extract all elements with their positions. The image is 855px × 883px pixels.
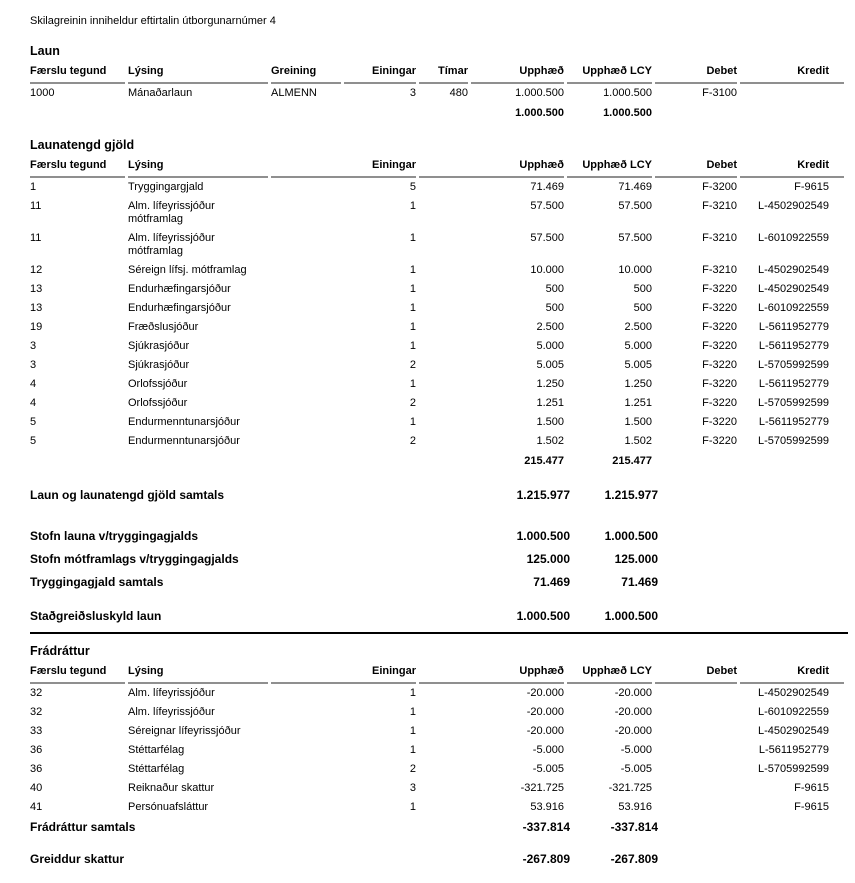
fradrattur-body <box>30 684 844 817</box>
cell: L-5611952779 <box>758 744 829 756</box>
cell <box>740 103 844 123</box>
table-row <box>30 394 844 413</box>
cell: Reiknaður skattur <box>128 782 215 794</box>
cell: L-5705992599 <box>758 397 829 409</box>
cell: F-9615 <box>794 181 829 193</box>
cell: 500 <box>545 302 564 314</box>
cell: 1.502 <box>624 435 652 447</box>
launatengd-body <box>30 178 844 451</box>
cell: 2.500 <box>536 321 564 333</box>
cell: 1.000.500 <box>515 107 564 119</box>
cell: Endurmenntunarsjóður <box>128 416 240 428</box>
cell <box>271 103 341 123</box>
cell <box>655 722 737 741</box>
cell: 10.000 <box>530 264 564 276</box>
cell: F-9615 <box>794 782 829 794</box>
cell: F-3220 <box>702 283 737 295</box>
summary-label: Stofn launa v/tryggingagjalds <box>30 529 199 543</box>
cell: L-4502902549 <box>758 200 829 212</box>
cell: Mánaðarlaun <box>128 87 193 99</box>
summary-label: Frádráttur samtals <box>30 820 136 834</box>
cell: 1 <box>409 706 416 718</box>
summary-fradrattur-samtals <box>30 820 848 835</box>
cell: 215.477 <box>524 455 564 467</box>
cell: L-5705992599 <box>758 763 829 775</box>
cell: 4 <box>30 397 37 409</box>
column-header: Upphæð LCY <box>567 665 652 684</box>
summary-label: Laun og launatengd gjöld samtals <box>30 488 225 502</box>
table-row <box>30 684 844 703</box>
cell: Orlofssjóður <box>128 397 188 409</box>
laun-header-row <box>30 65 844 84</box>
table-row <box>30 413 844 432</box>
cell: Alm. lífeyrissjóður <box>128 687 215 699</box>
cell: 1 <box>409 687 416 699</box>
table-row <box>30 178 844 197</box>
cell: F-3220 <box>702 340 737 352</box>
summary-amount: -337.814 <box>522 820 570 834</box>
column-header: Tímar <box>419 65 468 84</box>
cell: 5.000 <box>624 340 652 352</box>
table-row <box>30 432 844 451</box>
cell: F-3220 <box>702 302 737 314</box>
cell <box>655 760 737 779</box>
cell: 1 <box>409 232 416 244</box>
summary-label: Stofn mótframlags v/tryggingagjalds <box>30 552 239 566</box>
summary-amount: -267.809 <box>522 852 570 866</box>
column-header: Færslu tegund <box>30 159 125 178</box>
cell: 32 <box>30 687 43 699</box>
summary-amount: 1.215.977 <box>516 488 570 502</box>
cell: F-3210 <box>702 264 737 276</box>
cell: 1.500 <box>536 416 564 428</box>
cell: 500 <box>633 283 652 295</box>
cell: 11 <box>30 232 42 244</box>
cell: 1 <box>409 801 416 813</box>
column-header: Upphæð <box>471 65 564 84</box>
table-row <box>30 451 844 471</box>
cell: L-5611952779 <box>758 321 829 333</box>
cell: 2 <box>409 763 416 775</box>
cell: F-9615 <box>794 801 829 813</box>
cell: 1.251 <box>624 397 652 409</box>
table-row <box>30 280 844 299</box>
cell: 19 <box>30 321 43 333</box>
cell: 57.500 <box>618 200 652 212</box>
summary-amount-lcy: -337.814 <box>610 820 658 834</box>
summary-stadgreidsla <box>30 609 848 624</box>
cell: 12 <box>30 264 43 276</box>
cell: 1 <box>409 378 416 390</box>
cell: 1 <box>409 283 416 295</box>
column-header: Kredit <box>740 159 844 178</box>
cell: Alm. lífeyrissjóður mótframlag <box>128 200 215 225</box>
cell: 1000 <box>30 87 55 99</box>
table-row <box>30 318 844 337</box>
cell <box>30 103 125 123</box>
cell <box>655 451 737 471</box>
cell: 1 <box>409 340 416 352</box>
cell: L-6010922559 <box>758 706 829 718</box>
cell: 5.005 <box>536 359 564 371</box>
cell: L-5705992599 <box>758 359 829 371</box>
summary-amount: 1.000.500 <box>516 529 570 543</box>
cell: Fræðslusjóður <box>128 321 199 333</box>
cell: L-4502902549 <box>758 725 829 737</box>
cell: F-3220 <box>702 397 737 409</box>
column-header: Upphæð <box>419 159 564 178</box>
column-header: Upphæð <box>419 665 564 684</box>
table-row <box>30 760 844 779</box>
summary-stofn-launa <box>30 529 848 544</box>
cell: F-3220 <box>702 378 737 390</box>
cell: -20.000 <box>614 687 652 699</box>
cell <box>655 103 737 123</box>
cell: 215.477 <box>612 455 652 467</box>
cell: L-5611952779 <box>758 378 829 390</box>
cell: 1.000.500 <box>515 87 564 99</box>
cell: F-3210 <box>702 232 737 244</box>
cell: 4 <box>30 378 37 390</box>
column-header: Greining <box>271 65 341 84</box>
cell: -5.000 <box>532 744 564 756</box>
cell: 13 <box>30 283 43 295</box>
launatengd-header-row <box>30 159 844 178</box>
cell: Endurhæfingarsjóður <box>128 283 231 295</box>
column-header: Lýsing <box>128 665 268 684</box>
cell <box>344 103 416 123</box>
cell <box>740 84 844 103</box>
cell: 2 <box>409 397 416 409</box>
cell <box>655 684 737 703</box>
column-header: Kredit <box>740 665 844 684</box>
column-header: Lýsing <box>128 159 268 178</box>
cell: F-3220 <box>702 359 737 371</box>
cell: -20.000 <box>526 687 564 699</box>
report-intro: Skilagreinin inniheldur eftirtalin útborgunarnúmer 4 <box>30 15 276 27</box>
column-header: Debet <box>655 159 737 178</box>
cell: 5 <box>30 435 37 447</box>
cell <box>271 451 416 471</box>
cell: 1 <box>409 302 416 314</box>
cell <box>419 103 468 123</box>
cell: 11 <box>30 200 42 212</box>
stofn-block <box>30 529 855 590</box>
launatengd-table <box>27 159 847 471</box>
cell: 10.000 <box>618 264 652 276</box>
summary-amount-lcy: 1.000.500 <box>604 609 658 623</box>
cell: 1 <box>409 321 416 333</box>
summary-tryggingagjald <box>30 575 848 590</box>
cell: F-3220 <box>702 321 737 333</box>
cell <box>655 741 737 760</box>
cell: Sjúkrasjóður <box>128 359 190 371</box>
table-row <box>30 722 844 741</box>
cell: -5.005 <box>532 763 564 775</box>
column-header: Lýsing <box>128 65 268 84</box>
cell: F-3220 <box>702 435 737 447</box>
table-row <box>30 375 844 394</box>
laun-body <box>30 84 844 103</box>
cell: L-5705992599 <box>758 435 829 447</box>
table-row <box>30 84 844 103</box>
cell: -5.005 <box>620 763 652 775</box>
cell: L-4502902549 <box>758 264 829 276</box>
column-header: Debet <box>655 665 737 684</box>
cell: 1.251 <box>536 397 564 409</box>
cell: 1.502 <box>536 435 564 447</box>
cell: -5.000 <box>620 744 652 756</box>
table-row <box>30 779 844 798</box>
cell: 1.250 <box>536 378 564 390</box>
section-launatengd-gjold <box>30 138 855 471</box>
launatengd-totals <box>30 451 844 471</box>
cell: 5.005 <box>624 359 652 371</box>
cell: Endurmenntunarsjóður <box>128 435 240 447</box>
column-header: Upphæð LCY <box>567 159 652 178</box>
fradrattur-header-row <box>30 665 844 684</box>
cell: Stéttarfélag <box>128 763 185 775</box>
section-title-fradrattur: Frádráttur <box>30 644 90 658</box>
table-row <box>30 261 844 280</box>
cell <box>655 798 737 817</box>
column-header: Einingar <box>271 159 416 178</box>
column-header: Einingar <box>344 65 416 84</box>
table-row <box>30 337 844 356</box>
table-row <box>30 103 844 123</box>
cell: 40 <box>30 782 43 794</box>
summary-label: Tryggingagjald samtals <box>30 575 164 589</box>
cell: 53.916 <box>618 801 652 813</box>
cell: 2.500 <box>624 321 652 333</box>
cell: 500 <box>633 302 652 314</box>
cell: 1 <box>409 744 416 756</box>
cell: L-6010922559 <box>758 302 829 314</box>
cell: 57.500 <box>618 232 652 244</box>
cell: L-5611952779 <box>758 340 829 352</box>
cell: 36 <box>30 763 43 775</box>
cell: 1.000.500 <box>603 107 652 119</box>
cell: 3 <box>409 87 416 99</box>
cell: 71.469 <box>530 181 564 193</box>
summary-amount: 125.000 <box>526 552 570 566</box>
cell: Persónuafsláttur <box>128 801 209 813</box>
summary-amount-lcy: 1.215.977 <box>604 488 658 502</box>
laun-totals <box>30 103 844 123</box>
cell <box>655 703 737 722</box>
cell: Séreignar lífeyrissjóður <box>128 725 241 737</box>
summary-amount-lcy: -267.809 <box>610 852 658 866</box>
cell: 71.469 <box>618 181 652 193</box>
cell: 57.500 <box>530 232 564 244</box>
cell <box>655 779 737 798</box>
cell: 2 <box>409 435 416 447</box>
cell: 33 <box>30 725 43 737</box>
column-header: Upphæð LCY <box>567 65 652 84</box>
cell: 1 <box>409 200 416 212</box>
summary-amount: 71.469 <box>533 575 570 589</box>
cell: Endurhæfingarsjóður <box>128 302 231 314</box>
summary-amount-lcy: 125.000 <box>614 552 658 566</box>
cell: 1 <box>409 264 416 276</box>
cell: 5 <box>30 416 37 428</box>
cell: 1 <box>30 181 37 193</box>
table-row <box>30 299 844 318</box>
cell: Tryggingargjald <box>128 181 204 193</box>
section-title-laun: Laun <box>30 44 60 58</box>
cell: -20.000 <box>614 706 652 718</box>
cell: 57.500 <box>530 200 564 212</box>
cell: 480 <box>449 87 468 99</box>
cell: 32 <box>30 706 43 718</box>
cell: 500 <box>545 283 564 295</box>
summary-greiddur-skattur <box>30 852 848 867</box>
cell: L-6010922559 <box>758 232 829 244</box>
column-header: Færslu tegund <box>30 665 125 684</box>
summary-amount: 1.000.500 <box>516 609 570 623</box>
cell: ALMENN <box>271 87 317 99</box>
cell <box>128 451 268 471</box>
table-row <box>30 229 844 261</box>
column-header: Einingar <box>271 665 416 684</box>
cell: L-5611952779 <box>758 416 829 428</box>
cell <box>30 451 125 471</box>
cell: 1.000.500 <box>603 87 652 99</box>
summary-amount-lcy: 71.469 <box>621 575 658 589</box>
cell: Orlofssjóður <box>128 378 188 390</box>
summary-label: Staðgreiðsluskyld laun <box>30 609 162 623</box>
summary-amount-lcy: 1.000.500 <box>604 529 658 543</box>
cell: Séreign lífsj. mótframlag <box>128 264 247 276</box>
table-row <box>30 356 844 375</box>
summary-label: Greiddur skattur <box>30 852 125 866</box>
table-row <box>30 741 844 760</box>
laun-table <box>27 65 847 123</box>
cell: L-4502902549 <box>758 687 829 699</box>
cell: -20.000 <box>526 706 564 718</box>
cell: 1.250 <box>624 378 652 390</box>
section-laun <box>30 44 855 123</box>
cell: 5.000 <box>536 340 564 352</box>
section-fradrattur <box>30 644 855 817</box>
cell: Alm. lífeyrissjóður <box>128 706 215 718</box>
cell: -321.725 <box>608 782 652 794</box>
cell: 1 <box>409 416 416 428</box>
summary-stofn-motframlag <box>30 552 848 567</box>
section-title-launatengd: Launatengd gjöld <box>30 138 135 152</box>
cell: Stéttarfélag <box>128 744 185 756</box>
cell: F-3200 <box>702 181 737 193</box>
cell: -20.000 <box>526 725 564 737</box>
cell: Alm. lífeyrissjóður mótframlag <box>128 232 215 257</box>
column-header: Færslu tegund <box>30 65 125 84</box>
fradrattur-table <box>27 665 847 817</box>
cell: 3 <box>30 359 37 371</box>
cell: 2 <box>409 359 416 371</box>
cell: 1.500 <box>624 416 652 428</box>
cell: 13 <box>30 302 43 314</box>
table-row <box>30 703 844 722</box>
cell: F-3220 <box>702 416 737 428</box>
cell: 3 <box>30 340 37 352</box>
cell: Sjúkrasjóður <box>128 340 190 352</box>
cell: 53.916 <box>530 801 564 813</box>
cell: F-3210 <box>702 200 737 212</box>
summary-grand-total <box>30 488 848 503</box>
cell: -321.725 <box>520 782 564 794</box>
cell: L-4502902549 <box>758 283 829 295</box>
cell: F-3100 <box>702 87 737 99</box>
column-header: Debet <box>655 65 737 84</box>
column-header: Kredit <box>740 65 844 84</box>
table-row <box>30 197 844 229</box>
cell: 1 <box>409 725 416 737</box>
table-row <box>30 798 844 817</box>
cell: 41 <box>30 801 43 813</box>
cell: 36 <box>30 744 43 756</box>
cell <box>128 103 268 123</box>
cell: 3 <box>409 782 416 794</box>
cell: 5 <box>409 181 416 193</box>
cell: -20.000 <box>614 725 652 737</box>
stadgreidsla-block <box>30 609 848 634</box>
cell <box>740 451 844 471</box>
